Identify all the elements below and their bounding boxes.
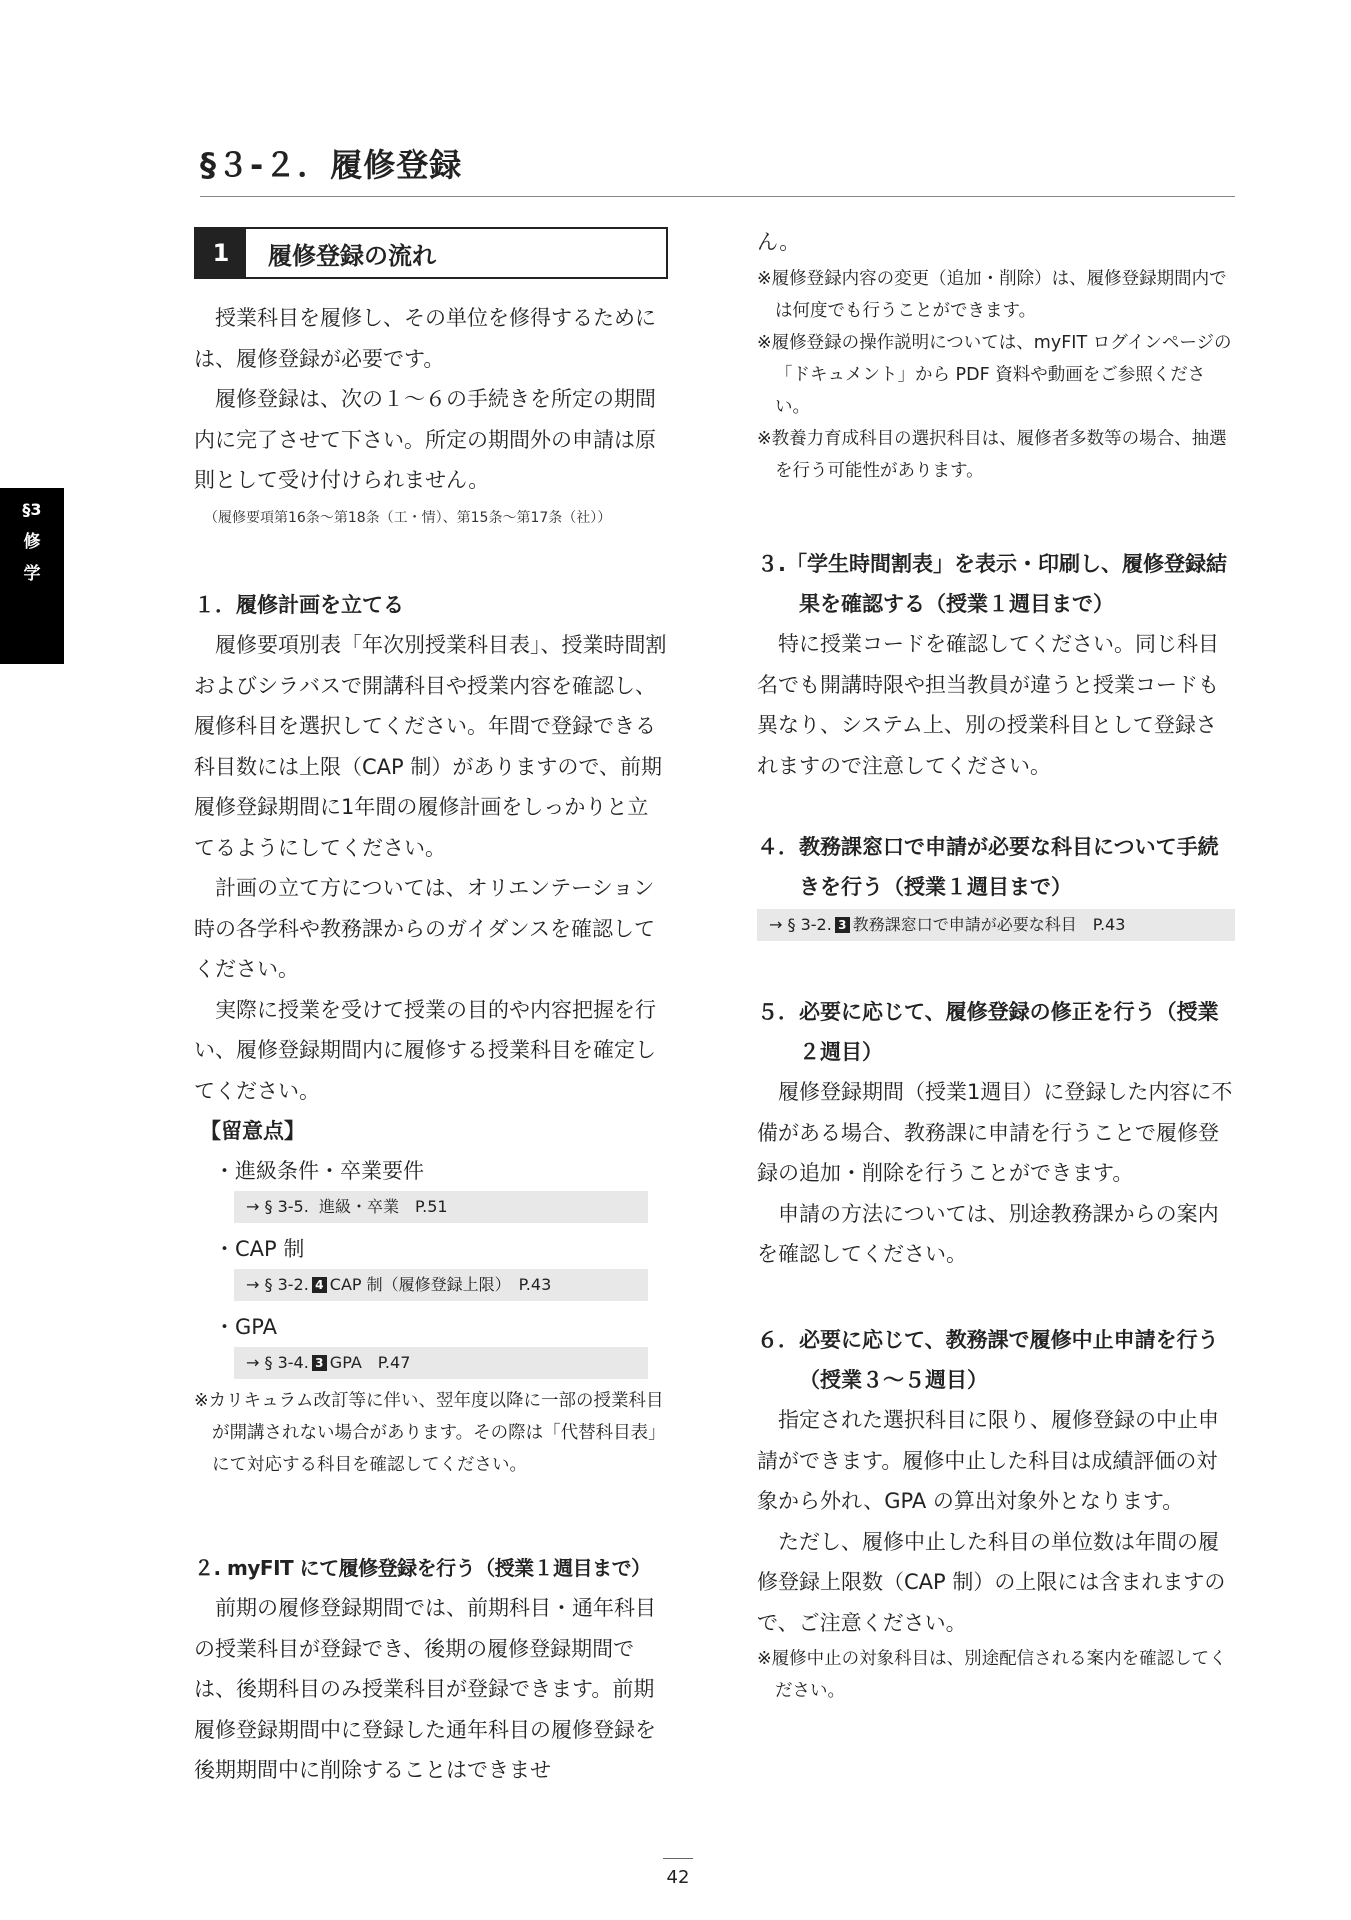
intro-paragraph: 履修登録は、次の１～６の手続きを所定の期間内に完了させて下さい。所定の期間外の申請は原則として受け付けられません。 bbox=[194, 387, 656, 492]
section-number: 1 bbox=[196, 229, 246, 277]
step5-paragraph: 履修登録期間（授業1週目）に登録した内容に不備がある場合、教務課に申請を行うことで履修登録の追加・削除を行うことができます。 bbox=[757, 1080, 1233, 1185]
point-reference-box bbox=[234, 1191, 648, 1223]
step2-note: ※履修登録内容の変更（追加・削除）は、履修登録期間内では何度でも行うことができます。 bbox=[757, 268, 1227, 321]
step6-paragraph: ただし、履修中止した科目の単位数は年間の履修登録上限数（CAP 制）の上限には含まれますので、ご注意ください。 bbox=[757, 1529, 1226, 1635]
number-marker: 3 bbox=[835, 917, 850, 933]
step6-block bbox=[757, 1320, 1235, 1707]
step4-reference-box bbox=[757, 909, 1235, 941]
point-reference-box bbox=[234, 1347, 648, 1379]
point-item bbox=[194, 1307, 668, 1379]
section-title: 履修登録の流れ bbox=[268, 241, 436, 270]
step1-paragraph: 履修要項別表「年次別授業科目表」、授業時間割およびシラバスで開講科目や授業内容を確認し、履修科目を選択してください。年間で登録できる科目数には上限（CAP 制）がありますので、前期履修登録期間に1年間の履修計画をしっかりと立てるようにしてください。 bbox=[194, 633, 667, 860]
step2-paragraph-continued: ん。 bbox=[757, 230, 801, 254]
point-item bbox=[194, 1229, 668, 1301]
side-tab-section: §3 bbox=[22, 500, 42, 519]
number-marker: 3 bbox=[312, 1355, 327, 1371]
reference-text: GPA P.47 bbox=[329, 1353, 411, 1372]
section-side-tab bbox=[0, 488, 64, 664]
section-header bbox=[194, 227, 668, 279]
reference-section: → § 3-4. bbox=[246, 1353, 309, 1372]
step2-paragraph: 前期の履修登録期間では、前期科目・通年科目の授業科目が登録でき、後期の履修登録期間では、後期科目のみ授業科目が登録できます。前期履修登録期間中に登録した通年科目の履修登録を後期期間中に削除することはできませ bbox=[194, 1596, 656, 1782]
step1-block bbox=[194, 585, 668, 1481]
step6-heading: ６．必要に応じて、教務課で履修中止申請を行う（授業３～５週目） bbox=[757, 1328, 1219, 1392]
step2-block bbox=[194, 1548, 668, 1791]
step2-note: ※教養力育成科目の選択科目は、履修者多数等の場合、抽選を行う可能性があります。 bbox=[757, 428, 1227, 481]
step5-block bbox=[757, 992, 1235, 1275]
step3-block bbox=[757, 544, 1235, 786]
reference-section: → § 3-2. bbox=[769, 915, 832, 934]
page-number: 42 bbox=[663, 1858, 693, 1888]
reference-text: 進級・卒業 P.51 bbox=[318, 1197, 448, 1216]
step3-heading: ３.「学生時間割表」を表示・印刷し、履修登録結果を確認する（授業１週目まで） bbox=[757, 552, 1227, 616]
curriculum-note: ※カリキュラム改訂等に伴い、翌年度以降に一部の授業科目が開講されない場合があります。その際は「代替科目表」にて対応する科目を確認してください。 bbox=[194, 1391, 666, 1475]
step2-heading: ２. myFIT にて履修登録を行う（授業１週目まで） bbox=[194, 1556, 651, 1580]
step5-heading: ５．必要に応じて、履修登録の修正を行う（授業２週目） bbox=[757, 1000, 1219, 1064]
step4-heading: ４．教務課窓口で申請が必要な科目について手続きを行う（授業１週目まで） bbox=[757, 835, 1219, 899]
side-tab-char1: 修 bbox=[23, 532, 41, 552]
step6-note: ※履修中止の対象科目は、別途配信される案内を確認してください。 bbox=[757, 1649, 1227, 1701]
step3-paragraph: 特に授業コードを確認してください。同じ科目名でも開講時限や担当教員が違うと授業コードも異なり、システム上、別の授業科目として登録されますので注意してください。 bbox=[757, 632, 1219, 778]
reference-section: → § 3-2. bbox=[246, 1275, 309, 1294]
reference-section: → § 3-5. bbox=[246, 1197, 309, 1216]
step2-note: ※履修登録の操作説明については、myFIT ログインページの「ドキュメント」から PDF 資料や動画をご参照ください。 bbox=[757, 332, 1232, 417]
point-reference-box bbox=[234, 1269, 648, 1301]
step1-paragraph: 計画の立て方については、オリエンテーション時の各学科や教務課からのガイダンスを確認してください。 bbox=[194, 876, 655, 981]
step1-heading: １．履修計画を立てる bbox=[194, 593, 404, 617]
point-label: ・CAP 制 bbox=[214, 1237, 305, 1261]
intro-reference: （履修要項第16条～第18条（工・情）、第15条～第17条（社）） bbox=[204, 509, 612, 526]
step4-block bbox=[757, 827, 1235, 941]
point-label: ・進級条件・卒業要件 bbox=[214, 1159, 424, 1183]
step2-continued bbox=[757, 222, 1235, 487]
page-title: §３-２．履修登録 bbox=[200, 140, 1235, 197]
reference-text: CAP 制（履修登録上限） P.43 bbox=[329, 1275, 552, 1294]
point-label: ・GPA bbox=[214, 1315, 277, 1339]
intro-block bbox=[194, 298, 668, 527]
reference-text: 教務課窓口で申請が必要な科目 P.43 bbox=[852, 915, 1126, 934]
points-heading: 【留意点】 bbox=[200, 1119, 305, 1143]
side-tab-char2: 学 bbox=[23, 564, 41, 584]
step1-paragraph: 実際に授業を受けて授業の目的や内容把握を行い、履修登録期間内に履修する授業科目を確定してください。 bbox=[194, 997, 656, 1103]
intro-paragraph: 授業科目を履修し、その単位を修得するためには、履修登録が必要です。 bbox=[194, 306, 656, 371]
step6-paragraph: 指定された選択科目に限り、履修登録の中止申請ができます。履修中止した科目は成績評価の対象から外れ、GPA の算出対象外となります。 bbox=[757, 1408, 1219, 1513]
point-item bbox=[194, 1151, 668, 1223]
number-marker: 4 bbox=[312, 1277, 327, 1293]
step5-paragraph: 申請の方法については、別途教務課からの案内を確認してください。 bbox=[757, 1201, 1219, 1266]
